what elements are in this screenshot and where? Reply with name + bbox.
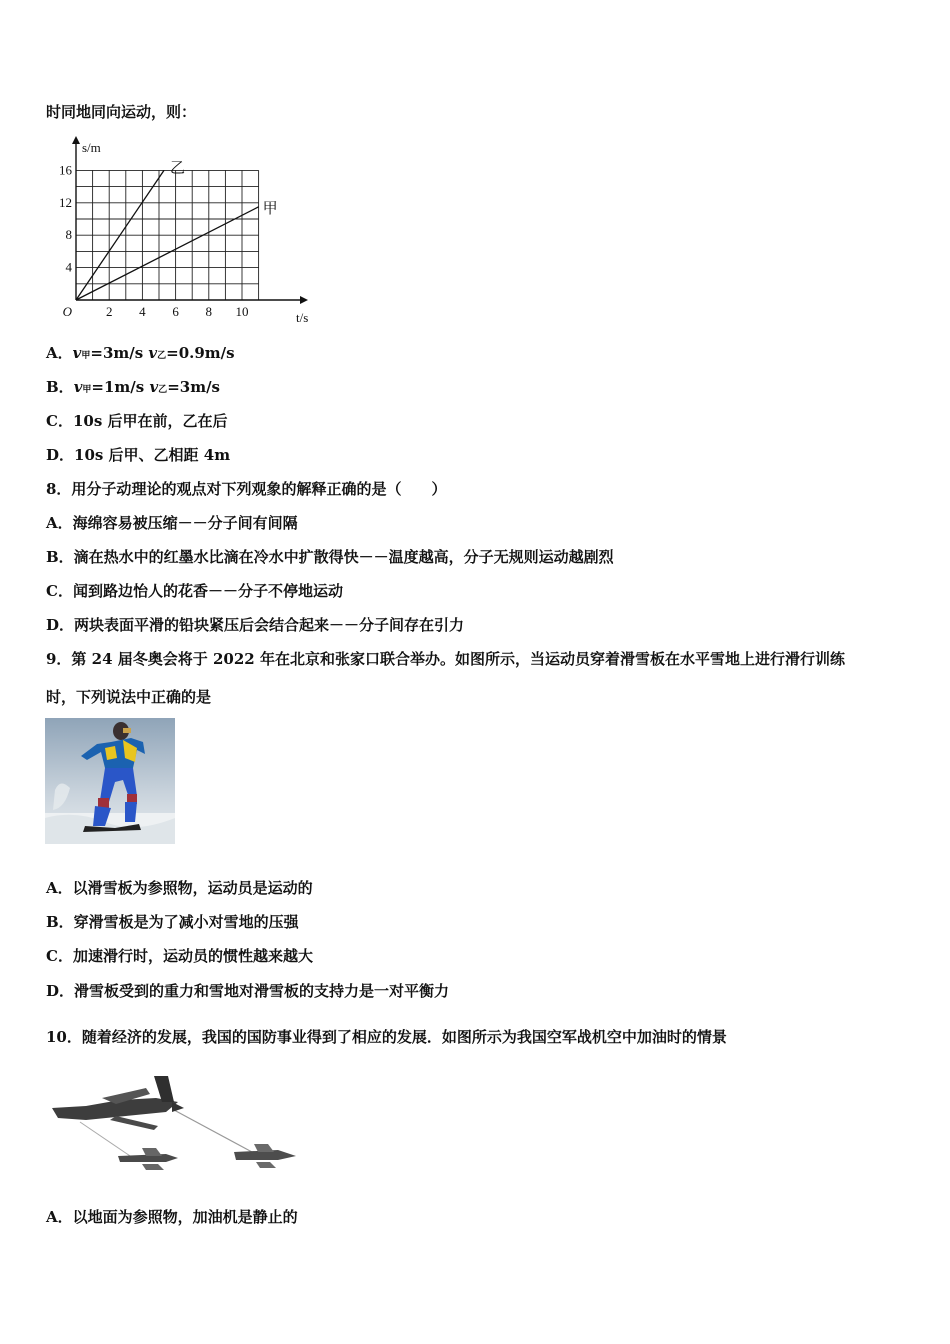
y-tick-label: 4 bbox=[65, 259, 72, 275]
intro-line: 时同地同向运动，则： bbox=[46, 103, 197, 121]
q9-option-c: C．加速滑行时，运动员的惯性越来越大 bbox=[46, 947, 313, 965]
y-axis-arrow bbox=[72, 136, 80, 144]
q8-option-a: A．海绵容易被压缩－－分子间有间隔 bbox=[46, 514, 298, 532]
series-label-0: 乙 bbox=[169, 158, 185, 177]
x-axis-label: t/s bbox=[296, 310, 309, 324]
x-tick-label: 8 bbox=[205, 304, 213, 319]
q9-option-a: A．以滑雪板为参照物，运动员是运动的 bbox=[46, 879, 313, 897]
graph-labels bbox=[59, 140, 308, 324]
x-tick-label: 4 bbox=[139, 304, 146, 319]
x-axis-arrow bbox=[300, 296, 308, 304]
q8-option-d: D．两块表面平滑的铅块紧压后会结合起来－－分子间存在引力 bbox=[46, 616, 465, 634]
q8-option-c: C．闻到路边怡人的花香－－分子不停地运动 bbox=[46, 582, 343, 600]
snowboarder-photo bbox=[45, 718, 175, 844]
series-label-1: 甲 bbox=[262, 198, 278, 217]
graph-grid bbox=[76, 170, 259, 300]
q9-stem-line2: 时，下列说法中正确的是 bbox=[46, 688, 212, 706]
origin-label: O bbox=[62, 304, 72, 319]
q7-option-b: B．v甲=1m/s v乙=3m/s bbox=[46, 378, 220, 396]
q9-option-b: B．穿滑雪板是为了减小对雪地的压强 bbox=[46, 913, 299, 931]
y-tick-label: 16 bbox=[59, 162, 72, 178]
series-line-1 bbox=[76, 207, 259, 300]
x-tick-label: 2 bbox=[105, 304, 113, 319]
q7-option-c: C．10s 后甲在前，乙在后 bbox=[46, 412, 228, 430]
s-t-graph bbox=[44, 132, 314, 324]
q10-stem: 10．随着经济的发展，我国的国防事业得到了相应的发展．如图所示为我国空军战机空中加油时的情景 bbox=[46, 1028, 727, 1046]
q10-option-a: A．以地面为参照物，加油机是静止的 bbox=[46, 1208, 298, 1226]
q8-option-b: B．滴在热水中的红墨水比滴在冷水中扩散得快－－温度越高，分子无规则运动越剧烈 bbox=[46, 548, 614, 566]
aerial-refueling-photo bbox=[46, 1072, 308, 1180]
y-tick-label: 12 bbox=[59, 194, 72, 210]
q7-option-a: A．v甲=3m/s v乙=0.9m/s bbox=[46, 344, 235, 362]
y-axis-label: s/m bbox=[82, 140, 101, 155]
q9-stem-line1: 9．第 24 届冬奥会将于 2022 年在北京和张家口联合举办。如图所示，当运动员穿着滑雪板在水平雪地上进行滑行训练 bbox=[46, 650, 845, 668]
graph-axes bbox=[72, 136, 308, 304]
x-tick-label: 6 bbox=[172, 304, 179, 319]
y-tick-label: 8 bbox=[65, 227, 72, 243]
q7-option-d: D．10s 后甲、乙相距 4m bbox=[46, 446, 231, 464]
q9-option-d: D．滑雪板受到的重力和雪地对滑雪板的支持力是一对平衡力 bbox=[46, 982, 450, 1000]
q8-stem: 8．用分子动理论的观点对下列观象的解释正确的是（ ） bbox=[46, 480, 447, 498]
x-tick-label: 10 bbox=[235, 304, 249, 319]
